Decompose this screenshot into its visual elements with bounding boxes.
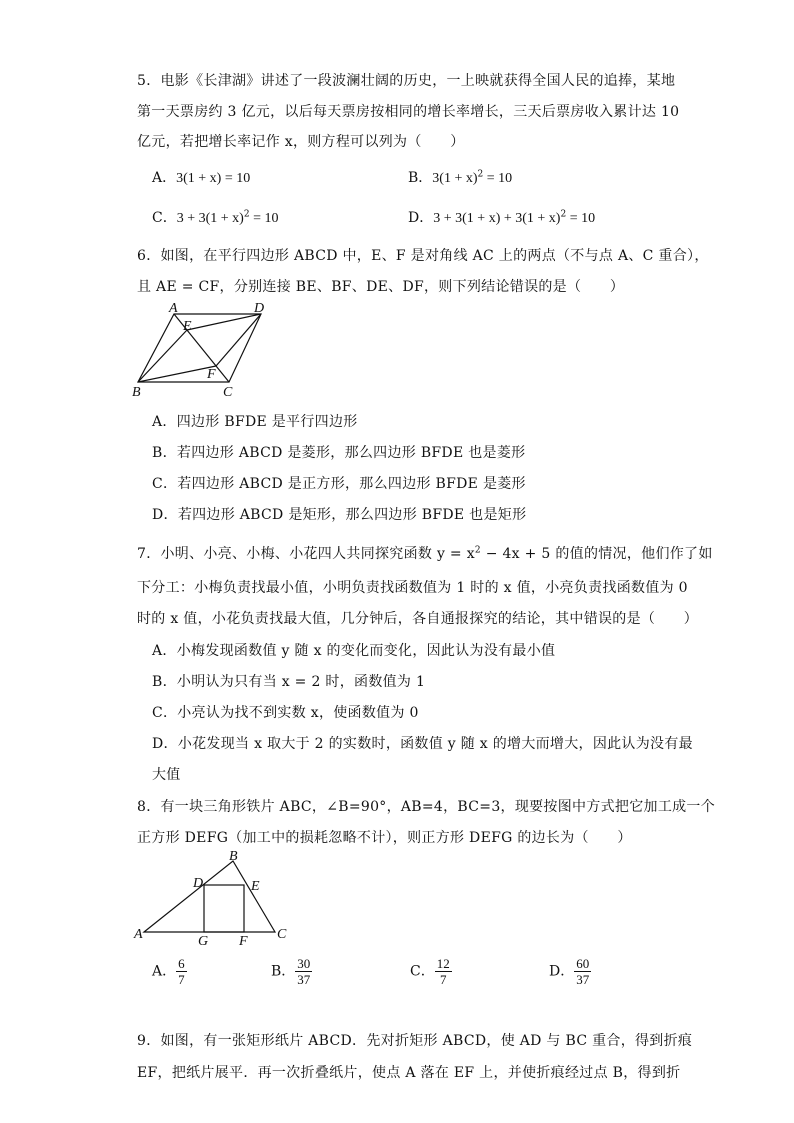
fraction: $\frac{60}{37}$ [576, 956, 590, 987]
q6-option-b[interactable]: B．若四边形 ABCD 是菱形，那么四边形 BFDE 也是菱形 [152, 445, 526, 461]
q8-option-a[interactable]: A． $\frac{6}{7}$ [152, 956, 185, 987]
q6-line-1: 6．如图，在平行四边形 ABCD 中，E、F 是对角线 AC 上的两点（不与点 A、C 重合）， [137, 248, 709, 264]
q5-option-a[interactable]: A．3(1 + x) = 10 [152, 170, 251, 186]
q8-square-defg [204, 885, 244, 932]
q8-line-1: 8．有一块三角形铁片 ABC，∠B=90°，AB=4，BC=3，现要按图中方式把它加工成一个 [137, 799, 716, 815]
q7-option-a[interactable]: A．小梅发现函数值 y 随 x 的变化而变化，因此认为没有最小值 [152, 643, 556, 659]
q6-option-a[interactable]: A．四边形 BFDE 是平行四边形 [152, 414, 358, 430]
q7-option-c[interactable]: C．小亮认为找不到实数 x，使函数值为 0 [152, 705, 419, 721]
q6-option-c[interactable]: C．若四边形 ABCD 是正方形，那么四边形 BFDE 是菱形 [152, 476, 526, 492]
q8-line-2: 正方形 DEFG（加工中的损耗忽略不计），则正方形 DEFG 的边长为（ ） [137, 830, 632, 846]
q8-label-c: C [277, 927, 287, 942]
q8-option-d[interactable]: D． $\frac{60}{37}$ [549, 956, 590, 987]
q6-segment-bf [138, 366, 216, 382]
q5-option-d[interactable]: D．$3 + 3(1 + x) + 3(1 + x)^2 = 10$ [408, 209, 596, 226]
q8-label-a: A [134, 927, 143, 942]
q6-parallelogram [138, 314, 261, 382]
q5-option-b[interactable]: B．$3(1 + x)^2 = 10$ [408, 169, 513, 186]
q6-segment-be [138, 330, 187, 382]
q6-label-e: E [183, 319, 192, 334]
q8-label-d: D [193, 876, 204, 891]
q8-label-f: F [239, 934, 248, 949]
q6-label-b: B [132, 385, 141, 400]
q6-parallelogram-figure [128, 300, 278, 402]
q7-line-1: 7．小明、小亮、小梅、小花四人共同探究函数 $y = x^2 - 4x + 5$ 的值的情况，他们作了如 [137, 545, 713, 562]
q8-option-c[interactable]: C． $\frac{12}{7}$ [410, 956, 450, 987]
q6-label-d: D [254, 301, 265, 316]
fraction: $\frac{30}{37}$ [297, 956, 311, 987]
q5-line-3: 亿元，若把增长率记作 x，则方程可以列为（ ） [137, 134, 465, 150]
fraction: $\frac{6}{7}$ [178, 956, 185, 987]
q6-label-c: C [223, 385, 233, 400]
q7-option-b[interactable]: B．小明认为只有当 x = 2 时，函数值为 1 [152, 674, 426, 690]
q5-line-1: 5．电影《长津湖》讲述了一段波澜壮阔的历史，一上映就获得全国人民的追捧，某地 [137, 73, 676, 89]
q6-label-a: A [169, 301, 178, 316]
q5-option-c[interactable]: C．$3 + 3(1 + x)^2 = 10$ [152, 209, 279, 226]
q7-line-3: 时的 x 值，小花负责找最大值，几分钟后，各自通报探究的结论，其中错误的是（ ） [137, 611, 699, 627]
q6-label-f: F [207, 367, 216, 382]
fraction: $\frac{12}{7}$ [436, 956, 450, 987]
q7-option-d-line-2: 大值 [152, 767, 181, 783]
q8-option-b[interactable]: B． $\frac{30}{37}$ [271, 956, 311, 987]
q7-option-d-line-1[interactable]: D．小花发现当 x 取大于 2 的实数时，函数值 y 随 x 的增大而增大，因此认为没有最 [152, 736, 693, 752]
q9-line-2: EF，把纸片展平．再一次折叠纸片，使点 A 落在 EF 上，并使折痕经过点 B，得到折 [137, 1065, 681, 1081]
q6-line-2: 且 AE = CF，分别连接 BE、BF、DE、DF，则下列结论错误的是（ ） [137, 279, 625, 295]
q7-line-2: 下分工：小梅负责找最小值，小明负责找函数值为 1 时的 x 值，小亮负责找函数值为 0 [137, 580, 688, 596]
q8-label-b: B [229, 850, 238, 864]
q5-line-2: 第一天票房约 3 亿元，以后每天票房按相同的增长率增长，三天后票房收入累计达 10 [137, 104, 680, 120]
q9-line-1: 9．如图，有一张矩形纸片 ABCD．先对折矩形 ABCD，使 AD 与 BC 重合，得到折痕 [137, 1033, 693, 1049]
q8-label-e: E [251, 879, 260, 894]
q8-triangle-figure [130, 850, 300, 950]
q6-option-d[interactable]: D．若四边形 ABCD 是矩形，那么四边形 BFDE 也是矩形 [152, 507, 527, 523]
q8-label-g: G [198, 934, 209, 949]
q8-triangle-abc [144, 861, 275, 932]
